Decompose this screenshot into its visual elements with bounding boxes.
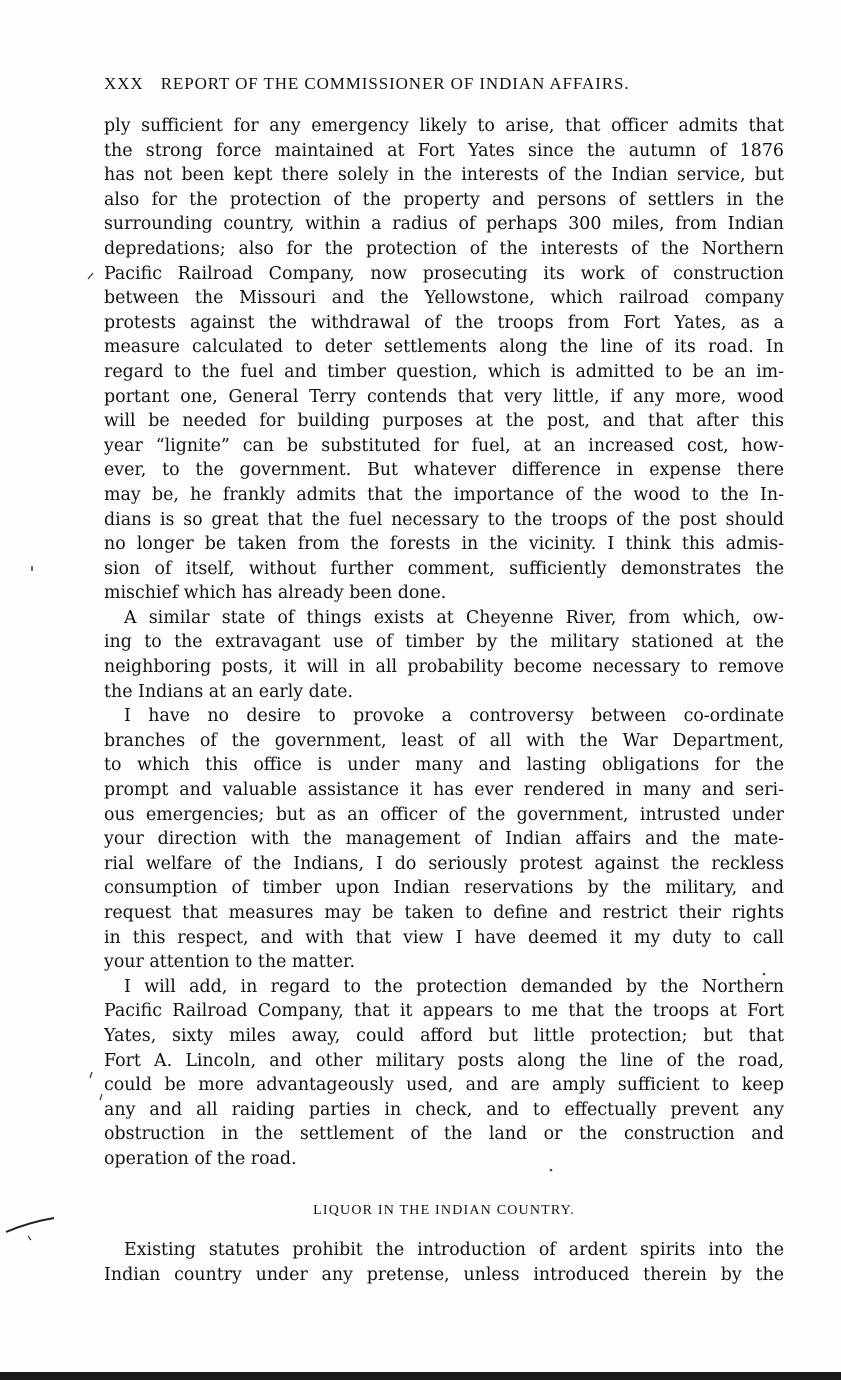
- text-line: neighboring posts, it will in all probability become necessary to remove: [104, 657, 784, 678]
- text-line: Pacific Railroad Company, now prosecuting its work of construction: [104, 263, 784, 284]
- text-line: your direction with the management of Indian affairs and the mate-: [104, 829, 784, 850]
- text-line: Existing statutes prohibit the introduction of ardent spirits into the: [124, 1240, 784, 1260]
- text-line: operation of the road.: [104, 1148, 297, 1169]
- text-line: ing to the extravagant use of timber by the military stationed at the: [104, 632, 784, 653]
- text-line: ous emergencies; but as an officer of the government, intrusted under: [104, 804, 784, 825]
- section-heading: LIQUOR IN THE INDIAN COUNTRY.: [313, 1203, 575, 1218]
- text-line: protests against the withdrawal of the troops from Fort Yates, as a: [104, 312, 784, 333]
- body-text: [104, 114, 784, 1172]
- running-head: [104, 74, 744, 94]
- text-line: in this respect, and with that view I have deemed it my duty to call: [104, 927, 784, 948]
- margin-pen-stroke: [6, 1218, 54, 1232]
- text-line: Indian country under any pretense, unless introduced therein by the: [104, 1264, 784, 1285]
- text-line: branches of the government, least of all with the War Department,: [104, 730, 784, 751]
- text-line: request that measures may be taken to define and restrict their rights: [104, 903, 784, 923]
- text-line: Pacific Railroad Company, that it appears to me that the troops at Fort: [104, 1001, 784, 1022]
- text-line: ever, to the government. But whatever difference in expense there: [104, 460, 784, 481]
- text-line: I will add, in regard to the protection demanded by the Northern: [124, 976, 784, 997]
- text-line: A similar state of things exists at Cheyenne River, from which, ow-: [124, 607, 784, 628]
- text-line: year “lignite” can be substituted for fuel, at an increased cost, how-: [104, 435, 784, 456]
- text-line: regard to the fuel and timber question, which is admitted to be an im-: [104, 361, 784, 382]
- text-line: also for the protection of the property and persons of settlers in the: [104, 189, 784, 210]
- text-line: measure calculated to deter settlements along the line of its road. In: [104, 337, 784, 358]
- text-line: I have no desire to provoke a controversy between co-ordinate: [124, 706, 784, 727]
- text-line: consumption of timber upon Indian reservations by the military, and: [104, 878, 784, 899]
- text-line: to which this office is under many and lasting obligations for the: [104, 755, 784, 776]
- running-title: REPORT OF THE COMMISSIONER OF INDIAN AFFAIRS.: [160, 74, 630, 93]
- section-body-text: [104, 1238, 784, 1287]
- text-line: prompt and valuable assistance it has ever rendered in many and seri-: [104, 780, 784, 801]
- margin-comma-mark: [90, 1072, 92, 1078]
- text-line: any and all raiding parties in check, and to effectually prevent any: [104, 1099, 784, 1120]
- text-line: no longer be taken from the forests in the vicinity. I think this admis-: [104, 534, 784, 555]
- margin-comma-mark: [100, 1094, 102, 1100]
- text-line: rial welfare of the Indians, I do seriously protest against the reckless: [104, 853, 784, 874]
- scan-bottom-edge: [0, 1372, 841, 1380]
- text-line: could be more advantageously used, and are amply sufficient to keep: [104, 1075, 784, 1096]
- text-line: will be needed for building purposes at the post, and that after this: [104, 411, 784, 432]
- text-line: depredations; also for the protection of the interests of the Northern: [104, 238, 784, 259]
- text-line: Fort A. Lincoln, and other military posts along the line of the road,: [104, 1050, 784, 1071]
- text-line: Yates, sixty miles away, could afford but little protection; but that: [104, 1025, 784, 1046]
- text-line: may be, he frankly admits that the importance of the wood to the In-: [104, 484, 784, 505]
- text-line: between the Missouri and the Yellowstone, which railroad company: [104, 288, 784, 309]
- text-line: the Indians at an early date.: [104, 681, 353, 702]
- text-line: ply sufficient for any emergency likely to arise, that officer admits that: [104, 116, 784, 136]
- text-line: dians is so great that the fuel necessary to the troops of the post should: [104, 509, 784, 530]
- text-line: the strong force maintained at Fort Yates since the autumn of 1876: [104, 140, 784, 161]
- margin-tick-mark: [88, 273, 93, 279]
- text-line: surrounding country, within a radius of perhaps 300 miles, from Indian: [104, 214, 784, 235]
- text-line: sion of itself, without further comment, sufficiently demonstrates the: [104, 558, 784, 579]
- page-number: XXX: [104, 74, 144, 93]
- text-line: has not been kept there solely in the interests of the Indian service, but: [104, 165, 784, 186]
- margin-pen-tick: [28, 1236, 31, 1240]
- text-line: your attention to the matter.: [104, 952, 355, 973]
- text-line: portant one, General Terry contends that very little, if any more, wood: [104, 386, 784, 407]
- text-line: obstruction in the settlement of the land or the construction and: [104, 1124, 784, 1145]
- text-line: mischief which has already been done.: [104, 583, 447, 604]
